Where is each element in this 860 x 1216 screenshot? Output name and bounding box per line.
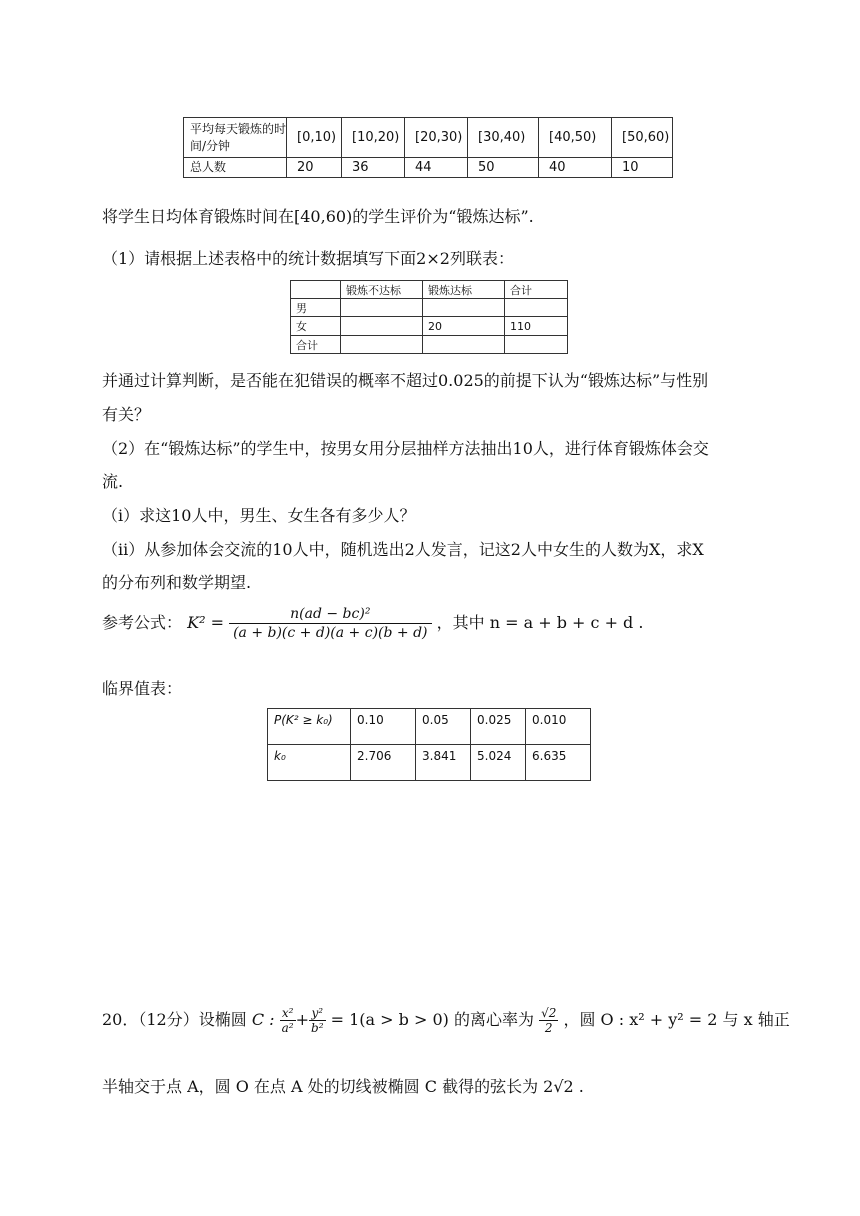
ellipse-x-term xyxy=(280,1006,296,1035)
probability-cell: 0.025 xyxy=(471,709,526,745)
question-2-ii-end: 的分布列和数学期望. xyxy=(102,573,252,592)
standard-definition: 将学生日均体育锻炼时间在[40,60)的学生评价为“锻炼达标”. xyxy=(102,207,534,226)
k-value-cell: 6.635 xyxy=(526,745,591,781)
question-2-end: 流. xyxy=(102,472,124,491)
probability-label-cell: P(K² ≥ k₀) xyxy=(268,709,351,745)
ellipse-name: C : xyxy=(251,1010,275,1029)
probability-cell: 0.05 xyxy=(416,709,471,745)
question-2: （2）在“锻炼达标”的学生中，按男女用分层抽样方法抽出10人，进行体育锻炼体会交 xyxy=(102,439,709,458)
interval-cell: [50,60) xyxy=(612,118,673,158)
interval-cell: [20,30) xyxy=(405,118,468,158)
formula-lhs: K² = xyxy=(187,613,224,632)
count-cell: 36 xyxy=(342,158,405,178)
contingency-table xyxy=(290,280,568,354)
probability-cell: 0.010 xyxy=(526,709,591,745)
k-value-cell: 5.024 xyxy=(471,745,526,781)
contingency-cell xyxy=(341,299,423,317)
problem-20: 20．（12分）设椭圆 C : $\frac{\text{x²}}{\text{a²}}$ + $\frac{\text{y²}}{\text{b²}}$ = 1(a > b > 0) 的离心率为 $\frac{√2}{2}$ ，圆 O : x² + y² = 2 与 x 轴正 xyxy=(102,1006,790,1035)
formula-numerator: n(ad − bc)² xyxy=(229,606,431,624)
a-squared: a² xyxy=(281,1021,294,1035)
formula-label: 参考公式： xyxy=(102,613,183,632)
ellipse-condition: = 1(a > b > 0) 的离心率为 xyxy=(330,1010,534,1029)
probability-cell: 0.10 xyxy=(351,709,416,745)
circle-definition: ，圆 O : x² + y² = 2 与 x 轴正 xyxy=(563,1010,790,1029)
time-header-cell: 平均每天锻炼的时间/分钟 xyxy=(184,118,287,158)
critical-value-table xyxy=(267,708,591,781)
contingency-cell xyxy=(423,299,505,317)
formula-where: ，其中 n = a + b + c + d . xyxy=(436,613,644,632)
interval-cell: [40,50) xyxy=(539,118,612,158)
contingency-cell xyxy=(341,336,423,354)
contingency-cell xyxy=(423,336,505,354)
question-1-continued: 并通过计算判断，是否能在犯错误的概率不超过0.025的前提下认为“锻炼达标”与性别 xyxy=(102,371,709,390)
contingency-row-label: 合计 xyxy=(291,336,341,354)
contingency-corner-cell xyxy=(291,281,341,299)
count-cell: 50 xyxy=(468,158,539,178)
contingency-cell xyxy=(505,336,568,354)
formula-fraction xyxy=(229,606,431,641)
k-label-cell: k₀ xyxy=(268,745,351,781)
eccentricity-denominator: 2 xyxy=(544,1021,553,1035)
contingency-row-label: 男 xyxy=(291,299,341,317)
eccentricity-fraction xyxy=(539,1006,558,1035)
contingency-header-cell: 锻炼达标 xyxy=(423,281,505,299)
contingency-cell xyxy=(341,317,423,336)
reference-formula xyxy=(102,606,643,641)
contingency-cell: 20 xyxy=(423,317,505,336)
ellipse-y-term xyxy=(309,1006,326,1035)
interval-cell: [30,40) xyxy=(468,118,539,158)
problem-20-line-2: 半轴交于点 A，圆 O 在点 A 处的切线被椭圆 C 截得的弦长为 2√2 . xyxy=(102,1077,584,1096)
count-cell: 40 xyxy=(539,158,612,178)
interval-cell: [0,10) xyxy=(287,118,342,158)
formula-denominator: (a + b)(c + d)(a + c)(b + d) xyxy=(233,625,428,641)
count-cell: 20 xyxy=(287,158,342,178)
critical-value-label: 临界值表： xyxy=(102,679,183,698)
question-1: （1）请根据上述表格中的统计数据填写下面2×2列联表： xyxy=(102,249,514,268)
question-2-ii: （ii）从参加体会交流的10人中，随机选出2人发言，记这2人中女生的人数为X，求X xyxy=(102,540,704,559)
contingency-cell xyxy=(505,299,568,317)
contingency-header-cell: 锻炼不达标 xyxy=(341,281,423,299)
x-squared: x² xyxy=(280,1006,296,1021)
eccentricity-numerator: √2 xyxy=(541,1006,557,1020)
b-squared: b² xyxy=(311,1021,324,1035)
k-value-cell: 2.706 xyxy=(351,745,416,781)
contingency-header-cell: 合计 xyxy=(505,281,568,299)
problem-20-prefix: 20．（12分）设椭圆 xyxy=(102,1010,247,1029)
exercise-time-table xyxy=(183,117,673,178)
total-label-cell: 总人数 xyxy=(184,158,287,178)
question-2-i: （i）求这10人中，男生、女生各有多少人？ xyxy=(102,506,416,525)
k-value-cell: 3.841 xyxy=(416,745,471,781)
count-cell: 10 xyxy=(612,158,673,178)
count-cell: 44 xyxy=(405,158,468,178)
interval-cell: [10,20) xyxy=(342,118,405,158)
contingency-row-label: 女 xyxy=(291,317,341,336)
y-squared: y² xyxy=(309,1006,326,1021)
contingency-cell: 110 xyxy=(505,317,568,336)
question-1-continued-end: 有关？ xyxy=(102,405,151,424)
